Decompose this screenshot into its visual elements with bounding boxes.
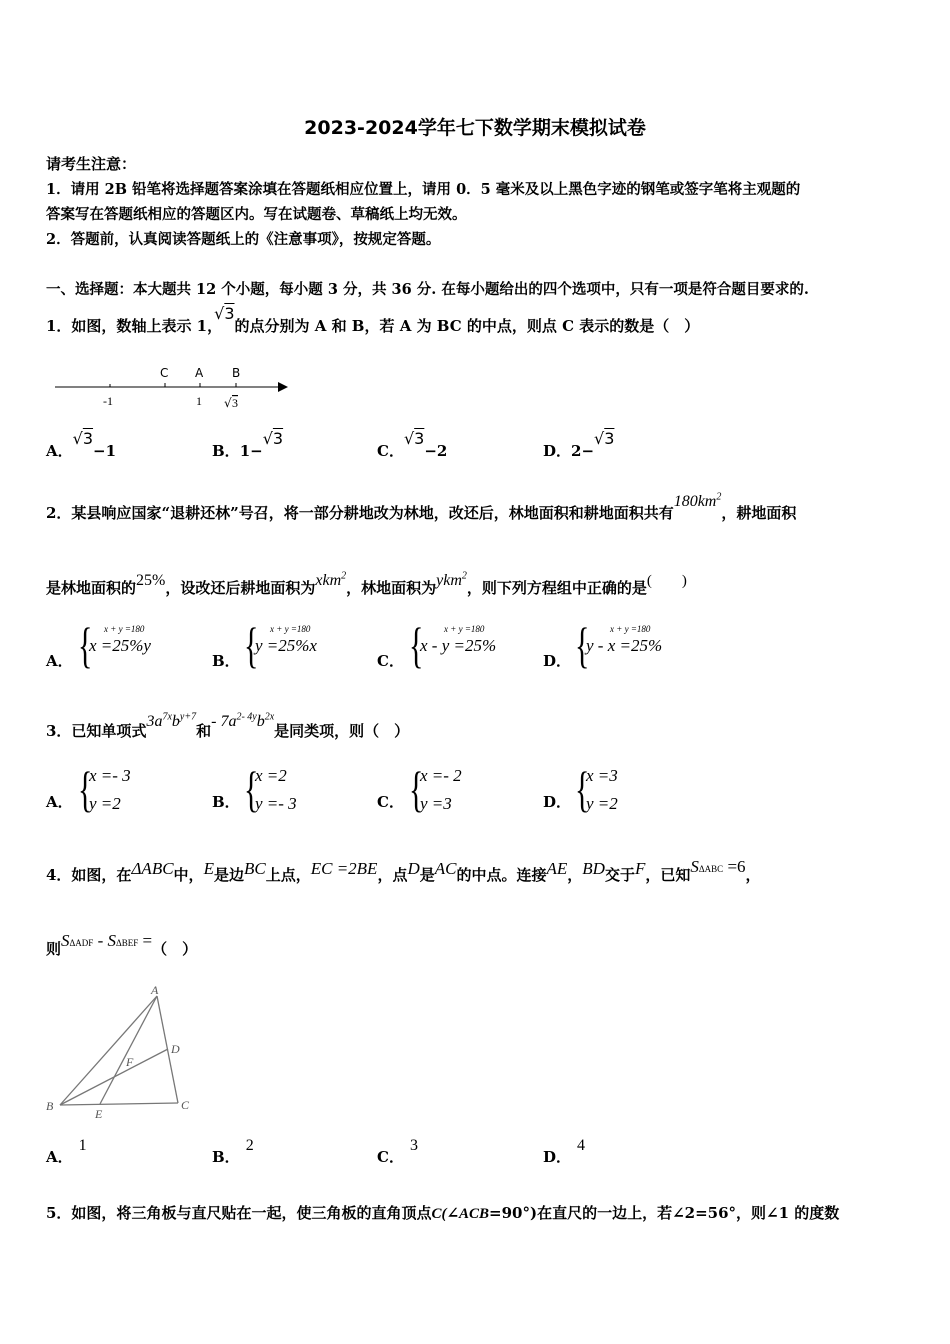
q2-option-b[interactable]: B． { x + y =180 y =25%x <box>212 617 317 673</box>
segment-bd <box>60 1049 168 1105</box>
vertex-b: B <box>46 1099 54 1113</box>
tick-label-sqrt3: √ <box>224 396 232 410</box>
q4-option-d[interactable]: D．4 <box>543 1137 586 1166</box>
point-f: F <box>126 1055 134 1069</box>
q2-stem-line1: 2．某县响应国家“退耕还林”号召，将一部分耕地改为林地，改还后，林地面积和耕地面积共有$180km^2$，耕地面积 <box>46 491 797 522</box>
q2-option-a[interactable]: A． { x + y =180 x =25%y <box>46 617 151 673</box>
section-heading: 一、选择题：本大题共 12 个小题，每小题 3 分，共 36 分. 在每小题给出的四个选项中，只有一项是符合题目要求的. <box>46 281 809 298</box>
q1-stem-a: 1．如图，数轴上表示 1， <box>46 317 223 335</box>
q5-stem: 5．如图，将三角板与直尺贴在一起，使三角板的直角顶点C(∠ACB=90°)在直尺的一边上，若∠2=56°，则∠1 的度数 <box>46 1204 840 1222</box>
vertex-c: C <box>181 1098 190 1112</box>
q1-option-c[interactable]: C．√3−2 <box>377 429 448 460</box>
q1-option-b[interactable]: B．1−√3 <box>212 429 284 460</box>
q3-option-c[interactable]: C． { x =- 2 y =3 <box>377 761 462 817</box>
tick-label-1: 1 <box>196 394 202 408</box>
tick-label-3: 3 <box>232 396 238 410</box>
point-d: D <box>171 1042 180 1056</box>
point-e: E <box>95 1107 103 1121</box>
q2-option-d[interactable]: D． { x + y =180 y - x =25% <box>543 617 663 673</box>
q1-stem-b: 的点分别为 A 和 B，若 A 为 BC 的中点，则点 C 表示的数是（ ） <box>234 317 700 335</box>
page-title: 2023-2024学年七下数学期末模拟试卷 <box>304 117 646 139</box>
q1-number-line <box>50 360 300 415</box>
notice-heading: 请考生注意： <box>46 155 137 173</box>
q1-sqrt-3: √3 <box>214 304 235 323</box>
q3-stem: 3．已知单项式$3a^{7x}b^{y+7}$和- $7a^{2- 4y}b^{2x}$是同类项，则（ ） <box>46 711 410 740</box>
tick-label-neg1: -1 <box>103 394 113 408</box>
q3-option-a[interactable]: A． { x =- 3 y =2 <box>46 761 131 817</box>
q1-option-d[interactable]: D．2−√3 <box>543 429 615 460</box>
q4-option-a[interactable]: A．1 <box>46 1137 87 1166</box>
q4-stem-line1: 4．如图，在ΔABC中，E是边BC上点，EC =2BE，点D是AC的中点。连接AE，BD交于F，已知SΔABC =6， <box>46 857 761 884</box>
label-b: B <box>232 366 241 380</box>
q2-stem-line2: 是林地面积的25%，设改还后耕地面积为xkm$^2$，林地面积为ykm$^2$，则下列方程组中正确的是( ) <box>46 570 687 597</box>
notice-line-2: 2．答题前，认真阅读答题纸上的《注意事项》，按规定答题。 <box>46 231 441 248</box>
number-line-arrow <box>278 382 288 392</box>
vertex-a: A <box>151 983 159 997</box>
q4-option-c[interactable]: C．3 <box>377 1137 418 1166</box>
q3-option-b[interactable]: B． { x =2 y =- 3 <box>212 761 297 817</box>
edge-bc <box>60 1103 178 1105</box>
q2-option-c[interactable]: C． { x + y =180 x - y =25% <box>377 617 497 673</box>
notice-line-1b: 答案写在答题纸相应的答题区内。写在试题卷、草稿纸上均无效。 <box>46 206 467 223</box>
q4-stem-line2: 则SΔADF - SΔBEF =（ ） <box>46 931 198 958</box>
q3-option-d[interactable]: D． { x =3 y =2 <box>543 761 618 817</box>
notice-line-1a: 1．请用 2B 铅笔将选择题答案涂填在答题纸相应位置上，请用 0．5 毫米及以上黑色字迹的钢笔或签字笔将主观题的 <box>46 181 801 198</box>
label-c: C <box>160 366 169 380</box>
q1-stem <box>46 304 700 336</box>
q4-triangle-figure <box>42 982 202 1122</box>
label-a: A <box>195 366 204 380</box>
q4-option-b[interactable]: B．2 <box>212 1137 254 1166</box>
q1-option-a[interactable]: A．√3−1 <box>46 429 117 460</box>
